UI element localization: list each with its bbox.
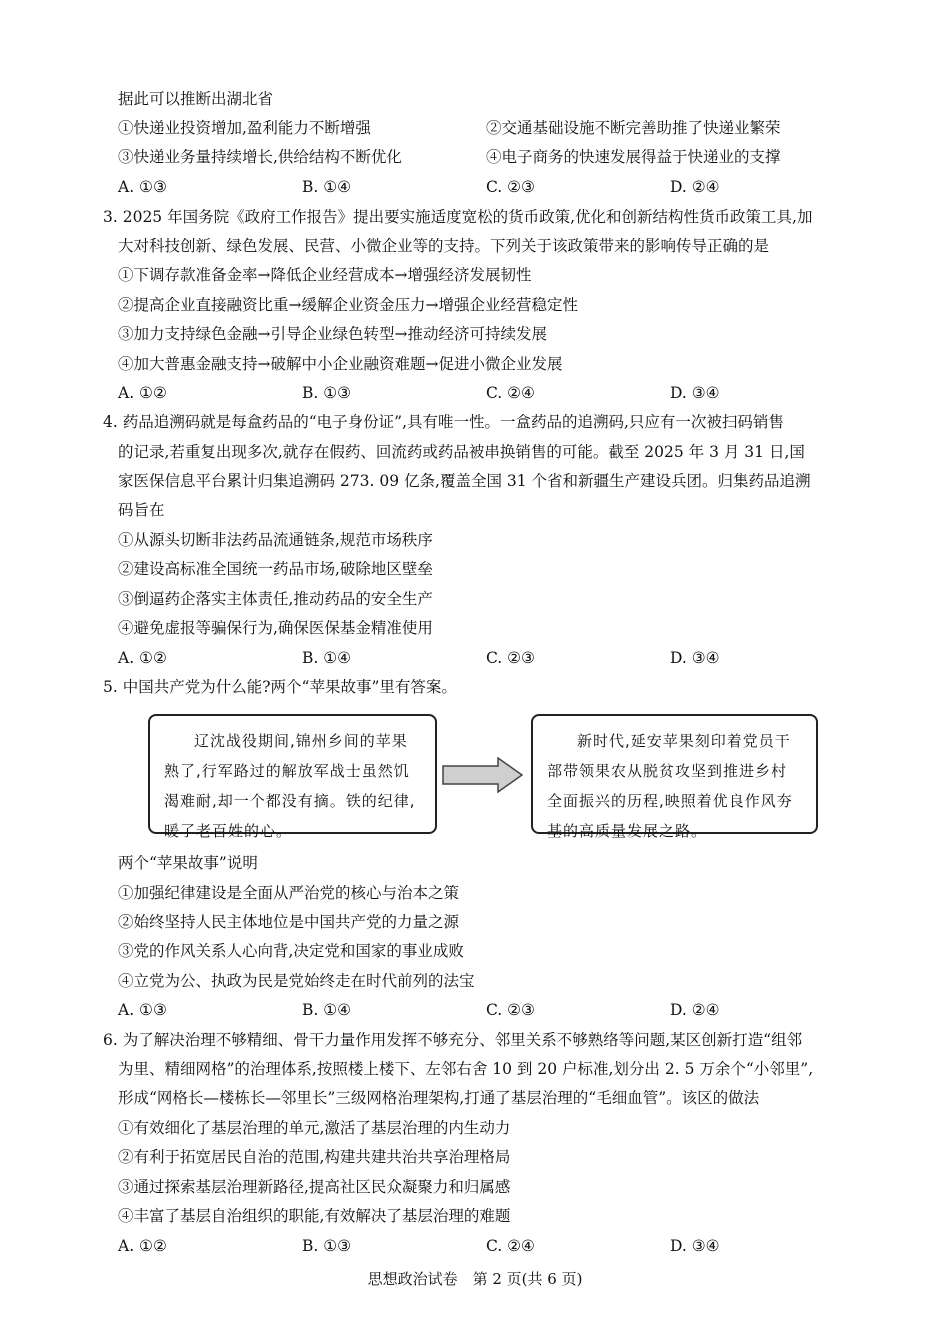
q6-choice-d: D. ③④: [670, 1237, 720, 1255]
q4-stem-line-4: 码旨在: [118, 501, 165, 519]
q6-option-4: ④丰富了基层自治组织的职能,有效解决了基层治理的难题: [118, 1207, 511, 1225]
q6-choice-c: C. ②④: [486, 1237, 535, 1255]
q4-choice-c: C. ②③: [486, 649, 535, 667]
q2-option-3: ③快递业务量持续增长,供给结构不断优化: [118, 148, 402, 166]
q5-option-1: ①加强纪律建设是全面从严治党的核心与治本之策: [118, 884, 460, 902]
q2-choice-c: C. ②③: [486, 178, 535, 196]
page-footer: 思想政治试卷 第 2 页(共 6 页): [367, 1270, 583, 1288]
q2-option-4: ④电子商务的快速发展得益于快递业的支撑: [486, 148, 781, 166]
q3-stem-line-1: 3. 2025 年国务院《政府工作报告》提出要实施适度宽松的货币政策,优化和创新结构性货币政策工具,加: [103, 208, 813, 226]
q3-choice-a: A. ①②: [118, 384, 167, 402]
q2-stem: 据此可以推断出湖北省: [118, 90, 274, 108]
q2-option-2: ②交通基础设施不断完善助推了快递业繁荣: [486, 119, 781, 137]
q5-option-4: ④立党为公、执政为民是党始终走在时代前列的法宝: [118, 972, 475, 990]
q5-lead: 两个“苹果故事”说明: [118, 854, 258, 872]
q3-option-3: ③加力支持绿色金融→引导企业绿色转型→推动经济可持续发展: [118, 325, 547, 343]
q6-stem-line-2: 为里、精细网格”的治理体系,按照楼上楼下、左邻右舍 10 到 20 户标准,划分出 2. 5 万余个“小邻里”,: [118, 1060, 814, 1078]
q3-option-4: ④加大普惠金融支持→破解中小企业融资难题→促进小微企业发展: [118, 355, 563, 373]
apple-story-liaoshen-text: 辽沈战役期间,锦州乡间的苹果熟了,行军路过的解放军战士虽然饥渴难耐,却一个都没有摘。铁的纪律,暖了老百姓的心。: [164, 732, 416, 840]
q4-option-1: ①从源头切断非法药品流通链条,规范市场秩序: [118, 531, 433, 549]
q4-option-3: ③倒逼药企落实主体责任,推动药品的安全生产: [118, 590, 433, 608]
q5-choice-b: B. ①④: [302, 1001, 352, 1019]
q3-choice-b: B. ①③: [302, 384, 352, 402]
q6-choice-b: B. ①③: [302, 1237, 352, 1255]
q3-option-1: ①下调存款准备金率→降低企业经营成本→增强经济发展韧性: [118, 266, 532, 284]
q4-choice-b: B. ①④: [302, 649, 352, 667]
q4-stem-line-1: 4. 药品追溯码就是每盒药品的“电子身份证”,具有唯一性。一盒药品的追溯码,只应有一次被扫码销售: [103, 413, 784, 431]
q2-choice-a: A. ①③: [118, 178, 167, 196]
apple-story-yanan-text: 新时代,延安苹果刻印着党员干部带领果农从脱贫攻坚到推进乡村全面振兴的历程,映照着优良作风夯基的高质量发展之路。: [547, 732, 793, 840]
q6-option-3: ③通过探索基层治理新路径,提高社区民众凝聚力和归属感: [118, 1178, 511, 1196]
apple-story-yanan-box: [531, 714, 818, 840]
q3-option-2: ②提高企业直接融资比重→缓解企业资金压力→增强企业经营稳定性: [118, 296, 578, 314]
q6-option-2: ②有利于拓宽居民自治的范围,构建共建共治共享治理格局: [118, 1148, 511, 1166]
q4-option-2: ②建设高标准全国统一药品市场,破除地区壁垒: [118, 560, 433, 578]
q5-choice-c: C. ②③: [486, 1001, 535, 1019]
q5-stem: 5. 中国共产党为什么能?两个“苹果故事”里有答案。: [103, 678, 457, 696]
right-arrow-shape: [443, 758, 522, 792]
apple-story-liaoshen-box: [148, 714, 437, 840]
right-arrow-icon: [442, 757, 524, 793]
q5-option-3: ③党的作风关系人心向背,决定党和国家的事业成败: [118, 942, 464, 960]
q2-choice-b: B. ①④: [302, 178, 352, 196]
q5-choice-a: A. ①③: [118, 1001, 167, 1019]
q6-choice-a: A. ①②: [118, 1237, 167, 1255]
q6-stem-line-1: 6. 为了解决治理不够精细、骨干力量作用发挥不够充分、邻里关系不够熟络等问题,某区创新打造“组邻: [103, 1031, 803, 1049]
q5-choice-d: D. ②④: [670, 1001, 720, 1019]
q4-option-4: ④避免虚报等骗保行为,确保医保基金精准使用: [118, 619, 433, 637]
q6-option-1: ①有效细化了基层治理的单元,激活了基层治理的内生动力: [118, 1119, 511, 1137]
q4-choice-a: A. ①②: [118, 649, 167, 667]
q4-choice-d: D. ③④: [670, 649, 720, 667]
q2-choice-d: D. ②④: [670, 178, 720, 196]
q3-choice-c: C. ②④: [486, 384, 535, 402]
q4-stem-line-3: 家医保信息平台累计归集追溯码 273. 09 亿条,覆盖全国 31 个省和新疆生产建设兵团。归集药品追溯: [118, 472, 811, 490]
q6-stem-line-3: 形成“网格长—楼栋长—邻里长”三级网格治理架构,打通了基层治理的“毛细血管”。该区的做法: [118, 1089, 760, 1107]
q2-option-1: ①快递业投资增加,盈利能力不断增强: [118, 119, 371, 137]
q5-option-2: ②始终坚持人民主体地位是中国共产党的力量之源: [118, 913, 460, 931]
q3-choice-d: D. ③④: [670, 384, 720, 402]
q4-stem-line-2: 的记录,若重复出现多次,就存在假药、回流药或药品被串换销售的可能。截至 2025 年 3 月 31 日,国: [118, 443, 805, 461]
q3-stem-line-2: 大对科技创新、绿色发展、民营、小微企业等的支持。下列关于该政策带来的影响传导正确的是: [118, 237, 770, 255]
